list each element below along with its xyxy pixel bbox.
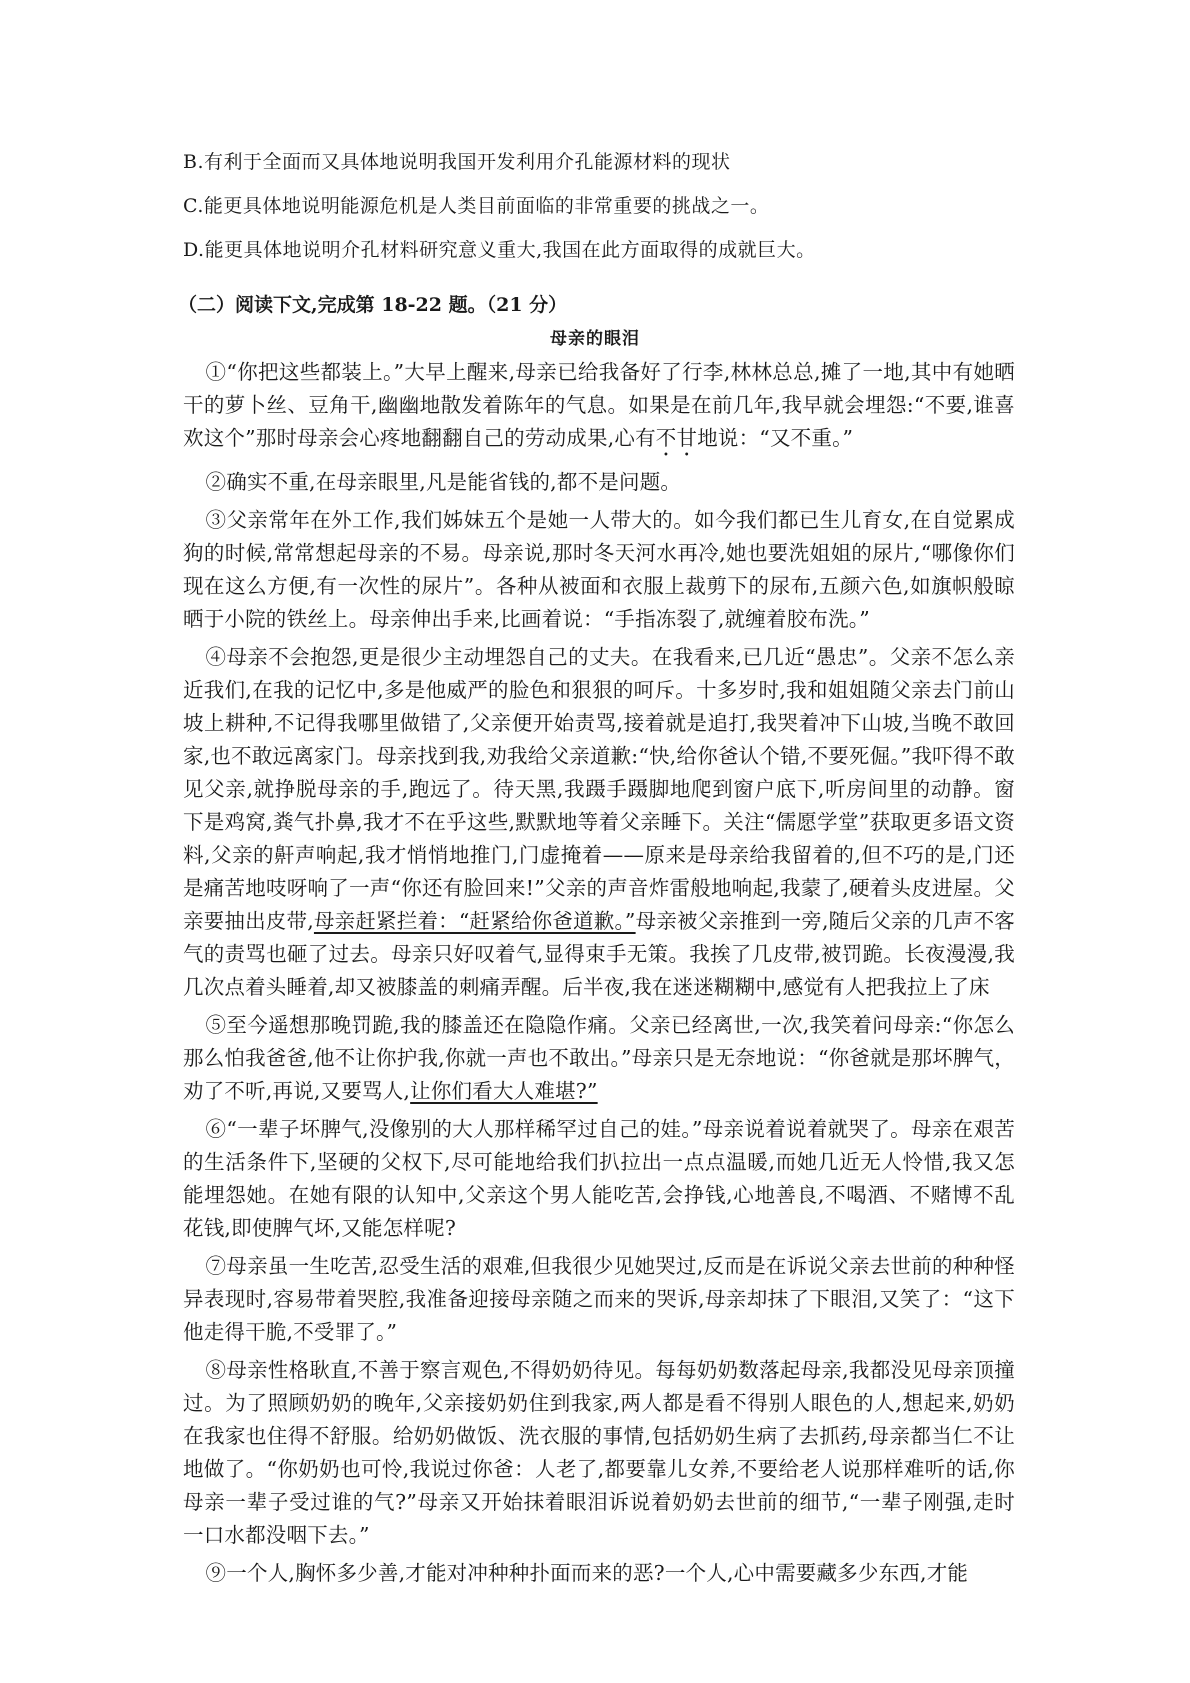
emphasis-dots: 不甘: [655, 426, 698, 450]
paragraph-1: ①“你把这些都装上。”大早上醒来,母亲已给我备好了行李,林林总总,摊了一地,其中有她晒干的萝卜丝、豆角干,幽幽地散发着陈年的气息。如果是在前几年,我早就会埋怨:“不要,谁喜欢这个”那时母亲会心疼地翻翻自己的劳动成果,心有不甘地说：“又不重。”: [183, 360, 1015, 450]
paragraph-5: ⑤至今遥想那晚罚跪,我的膝盖还在隐隐作痛。父亲已经离世,一次,我笑着问母亲:“你怎么那么怕我爸爸,他不让你护我,你就一声也不敢出。”母亲只是无奈地说：“你爸就是那坏脾气，劝了不听,再说,又要骂人,让你们看大人难堪?”: [183, 1013, 1015, 1103]
option-b: B.有利于全面而又具体地说明我国开发利用介孔能源材料的现状: [183, 151, 731, 173]
option-d: D.能更具体地说明介孔材料研究意义重大,我国在此方面取得的成就巨大。: [183, 239, 816, 261]
option-c: C.能更具体地说明能源危机是人类目前面临的非常重要的挑战之一。: [183, 195, 770, 217]
paragraph-2: ②确实不重,在母亲眼里,凡是能省钱的,都不是问题。: [205, 470, 682, 494]
paragraph-3: ③父亲常年在外工作,我们姊妹五个是她一人带大的。如今我们都已生儿育女,在自觉累成狗的时候,常常想起母亲的不易。母亲说,那时冬天河水再冷,她也要洗姐姐的尿片,“哪像你们现在这么方便,有一次性的尿片”。各种从被面和衣服上裁剪下的尿布,五颜六色,如旗帜般晾晒于小院的铁丝上。母亲伸出手来,比画着说：“手指冻裂了,就缠着胶布洗。”: [183, 508, 1015, 631]
underlined-sentence: 母亲赶紧拦着：“赶紧给你爸道歉。”: [313, 909, 636, 933]
article-body: [183, 356, 1015, 1595]
article-title: 母亲的眼泪: [550, 329, 640, 349]
paragraph-9: ⑨一个人,胸怀多少善,才能对冲种种扑面而来的恶?一个人,心中需要藏多少东西,才能: [205, 1561, 969, 1585]
paragraph-7: ⑦母亲虽一生吃苦,忍受生活的艰难,但我很少见她哭过,反而是在诉说父亲去世前的种种怪异表现时,容易带着哭腔,我准备迎接母亲随之而来的哭诉,母亲却抹了下眼泪,又笑了：“这下他走得干脆,不受罪了。”: [183, 1254, 1015, 1344]
paragraph-6: ⑥“一辈子坏脾气,没像别的大人那样稀罕过自己的娃。”母亲说着说着就哭了。母亲在艰苦的生活条件下,坚硬的父权下,尽可能地给我们扒拉出一点点温暖,而她几近无人怜惜,我又怎能埋怨她。在她有限的认知中,父亲这个男人能吃苦,会挣钱,心地善良,不喝酒、不赌博不乱花钱,即使脾气坏,又能怎样呢?: [183, 1117, 1015, 1240]
paragraph-8: ⑧母亲性格耿直,不善于察言观色,不得奶奶待见。每每奶奶数落起母亲,我都没见母亲顶撞过。为了照顾奶奶的晚年,父亲接奶奶住到我家,两人都是看不得别人眼色的人,想起来,奶奶在我家也住得不舒服。给奶奶做饭、洗衣服的事情,包括奶奶生病了去抓药,母亲都当仁不让地做了。“你奶奶也可怜,我说过你爸：人老了,都要靠儿女养,不要给老人说那样难听的话,你母亲一辈子受过谁的气?”母亲又开始抹着眼泪诉说着奶奶去世前的细节,“一辈子刚强,走时一口水都没咽下去。”: [183, 1358, 1015, 1547]
paragraph-4: ④母亲不会抱怨,更是很少主动埋怨自己的丈夫。在我看来,已几近“愚忠”。父亲不怎么亲近我们,在我的记忆中,多是他威严的脸色和狠狠的呵斥。十多岁时,我和姐姐随父亲去门前山坡上耕种,不记得我哪里做错了,父亲便开始责骂,接着就是追打,我哭着冲下山坡,当晚不敢回家,也不敢远离家门。母亲找到我,劝我给父亲道歉:“快,给你爸认个错,不要死倔。”我吓得不敢见父亲,就挣脱母亲的手,跑远了。待天黑,我蹑手蹑脚地爬到窗户底下,听房间里的动静。窗下是鸡窝,粪气扑鼻,我才不在乎这些,默默地等着父亲睡下。关注“儒愿学堂”获取更多语文资料,父亲的鼾声响起,我才悄悄地推门,门虚掩着——原来是母亲给我留着的,但不巧的是,门还是痛苦地吱呀响了一声“你还有脸回来!”父亲的声音炸雷般地响起,我蒙了,硬着头皮进屋。父亲要抽出皮带,母亲赶紧拦着：“赶紧给你爸道歉。”母亲被父亲推到一旁,随后父亲的几声不客气的责骂也砸了过去。母亲只好叹着气,显得束手无策。我挨了几皮带,被罚跪。长夜漫漫,我几次点着头睡着,却又被膝盖的刺痛弄醒。后半夜,我在迷迷糊糊中,感觉有人把我拉上了床: [183, 645, 1015, 999]
section-heading: （二）阅读下文,完成第 18-22 题。（21 分）: [178, 294, 568, 316]
underlined-sentence: 让你们看大人难堪?”: [410, 1079, 598, 1103]
